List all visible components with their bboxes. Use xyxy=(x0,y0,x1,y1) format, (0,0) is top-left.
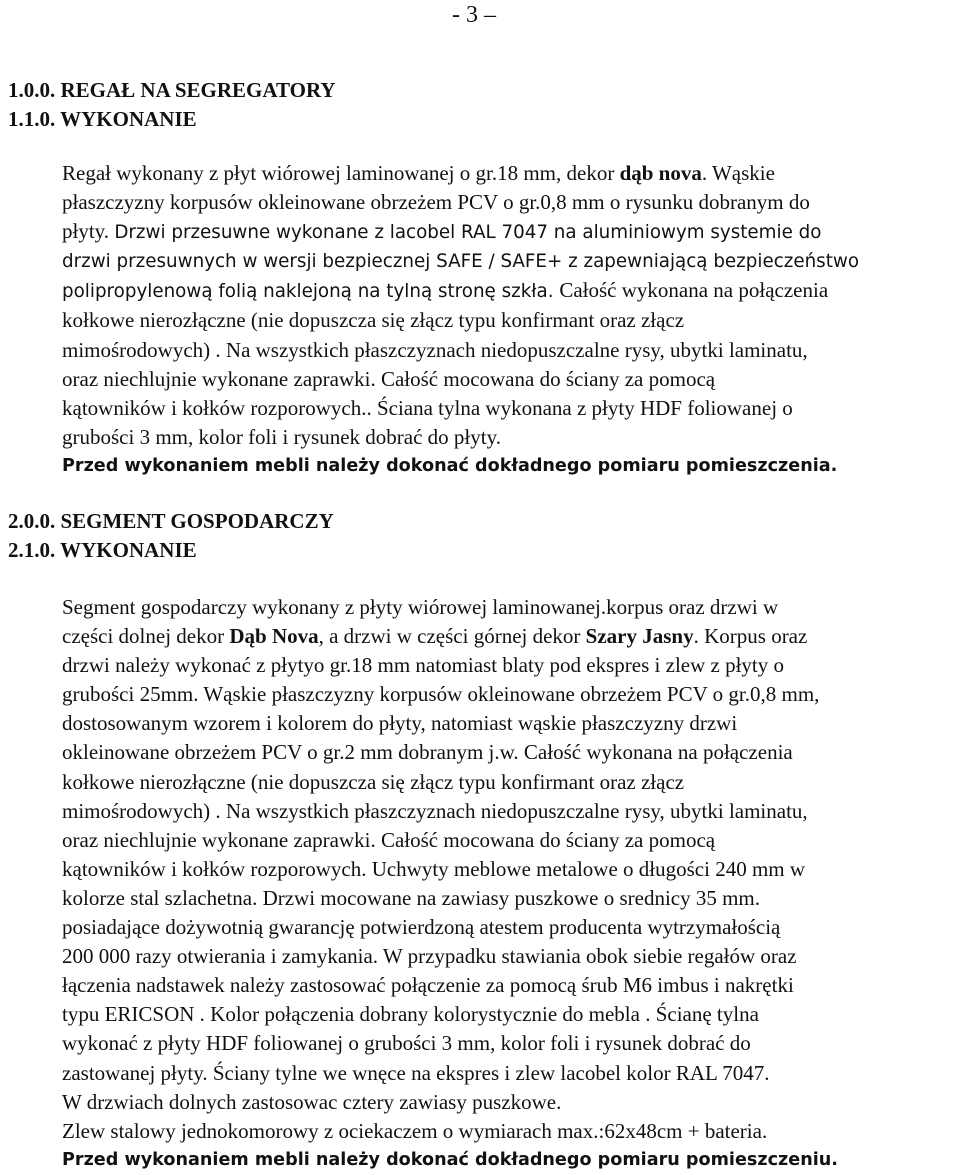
body-line: dostosowanym wzorem i kolorem do płyty, natomiast wąskie płaszczyzny drzwi xyxy=(62,711,738,736)
body-line: drzwi należy wykonać z płytyo gr.18 mm natomiast blaty pod ekspres i zlew z płyty o xyxy=(62,653,784,678)
body-line: Zlew stalowy jednokomorowy z ociekaczem o wymiarach max.:62x48cm + bateria. xyxy=(62,1118,768,1143)
body-line: wykonać z płyty HDF foliowanej o grubości 3 mm, kolor foli i rysunek dobrać do xyxy=(62,1031,751,1056)
text-run: części dolnej dekor xyxy=(62,624,230,649)
text-run: . Wąskie xyxy=(701,161,775,185)
section2-body xyxy=(62,593,954,1175)
page-number: - 3 – xyxy=(452,2,496,28)
section1-subheading: 1.1.0. WYKONANIE xyxy=(8,107,197,131)
body-line xyxy=(62,622,954,651)
body-line: płaszczyzny korpusów okleinowane obrzeżem PCV o gr.0,8 mm o rysunku dobranym do xyxy=(62,190,810,215)
sans-run: Drzwi przesuwne wykonane z lacobel RAL 7047 na aluminiowym systemie do xyxy=(114,222,822,244)
section1-body xyxy=(62,159,954,481)
body-line: grubości 3 mm, kolor foli i rysunek dobrać do płyty. xyxy=(62,424,501,449)
section2-subheading: 2.1.0. WYKONANIE xyxy=(8,538,197,562)
text-run: . Korpus oraz xyxy=(693,624,808,649)
body-line: posiadające dożywotnią gwarancję potwierdzoną atestem producenta wytrzymałością xyxy=(62,915,781,940)
body-line: mimośrodowych) . Na wszystkich płaszczyznach niedopuszczalne rysy, ubytki laminatu, xyxy=(62,337,808,362)
text-run: , a drzwi w części górnej dekor xyxy=(318,624,586,649)
body-line: oraz niechlujnie wykonane zaprawki. Całość mocowana do ściany za pomocą xyxy=(62,827,716,852)
bold-run: Dąb Nova xyxy=(229,624,319,649)
bold-run: Szary Jasny xyxy=(585,624,694,649)
section1-heading: 1.0.0. REGAŁ NA SEGREGATORY xyxy=(8,78,336,102)
body-line: zastowanej płyty. Ściany tylne we wnęce na ekspres i zlew lacobel kolor RAL 7047. xyxy=(62,1060,770,1085)
text-run: płyty. xyxy=(62,219,115,244)
sans-run: polipropylenową folią naklejoną na tylną stronę szkła. xyxy=(62,281,560,303)
body-line xyxy=(62,276,954,306)
text-run: Całość wykonana na połączenia xyxy=(559,278,829,303)
section1-bold-note: Przed wykonaniem mebli należy dokonać dokładnego pomiaru pomieszczenia. xyxy=(62,455,838,476)
body-line: drzwi przesuwnych w wersji bezpiecznej SAFE / SAFE+ z zapewniającą bezpieczeństwo xyxy=(62,251,860,273)
bold-run: dąb nova xyxy=(619,161,702,185)
body-line: kołkowe nierozłączne (nie dopuszcza się złącz typu konfirmant oraz złącz xyxy=(62,308,685,333)
body-line: 200 000 razy otwierania i zamykania. W przypadku stawiania obok siebie regałów oraz xyxy=(62,944,797,969)
body-line: typu ERICSON . Kolor połączenia dobrany kolorystycznie do mebla . Ścianę tylna xyxy=(62,1002,759,1027)
body-line: Segment gospodarczy wykonany z płyty wiórowej laminowanej.korpus oraz drzwi w xyxy=(62,595,779,619)
body-line: kątowników i kołków rozporowych.. Ściana tylna wykonana z płyty HDF foliowanej o xyxy=(62,395,793,420)
body-line: łączenia nadstawek należy zastosować połączenie za pomocą śrub M6 imbus i nakrętki xyxy=(62,973,794,998)
body-line: mimośrodowych) . Na wszystkich płaszczyznach niedopuszczalne rysy, ubytki laminatu, xyxy=(62,798,808,823)
section2-bold-note: Przed wykonaniem mebli należy dokonać dokładnego pomiaru pomieszczeniu. xyxy=(62,1149,838,1170)
body-line xyxy=(62,217,954,247)
body-line: kątowników i kołków rozporowych. Uchwyty meblowe metalowe o długości 240 mm w xyxy=(62,856,806,881)
body-line: oraz niechlujnie wykonane zaprawki. Całość mocowana do ściany za pomocą xyxy=(62,366,716,391)
body-line xyxy=(62,159,954,188)
text-run: Regał wykonany z płyt wiórowej laminowanej o gr.18 mm, dekor xyxy=(62,161,620,185)
body-line: kolorze stal szlachetna. Drzwi mocowane na zawiasy puszkowe o srednicy 35 mm. xyxy=(62,885,761,910)
body-line: kołkowe nierozłączne (nie dopuszcza się złącz typu konfirmant oraz złącz xyxy=(62,769,685,794)
body-line: W drzwiach dolnych zastosowac cztery zawiasy puszkowe. xyxy=(62,1089,562,1114)
body-line: okleinowane obrzeżem PCV o gr.2 mm dobranym j.w. Całość wykonana na połączenia xyxy=(62,740,793,765)
section2-heading: 2.0.0. SEGMENT GOSPODARCZY xyxy=(8,509,334,533)
body-line: grubości 25mm. Wąskie płaszczyzny korpusów okleinowane obrzeżem PCV o gr.0,8 mm, xyxy=(62,682,820,707)
